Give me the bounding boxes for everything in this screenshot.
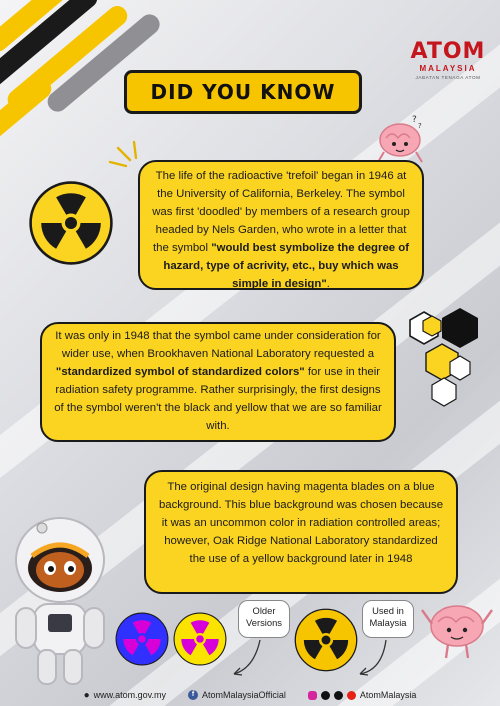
atom-malaysia-logo xyxy=(406,40,490,81)
facebook-icon: f xyxy=(188,690,198,700)
tiktok-icon xyxy=(334,691,343,700)
svg-text:?: ? xyxy=(412,115,417,125)
brain-mascot-icon xyxy=(420,592,494,662)
footer xyxy=(0,684,500,706)
used-in-malaysia-label: Used in Malaysia xyxy=(362,600,414,638)
older-versions-label: Older Versions xyxy=(238,600,290,638)
card1-quote: "would best symbolize the degree of hazard, type of acrivity, etc., buy which was simple in design" xyxy=(163,242,410,290)
website-link[interactable]: www.atom.gov.my xyxy=(93,690,166,700)
arrow-icon xyxy=(234,640,260,674)
radiation-trefoil-blue-icon xyxy=(115,612,169,666)
card2-text-end: for use in their radiation safety programme. Rather surprisingly, the first designs of the symbol weren't the black and yellow that we are so familiar with. xyxy=(54,366,382,432)
logo-sub: MALAYSIA xyxy=(419,64,477,73)
svg-text:?: ? xyxy=(418,122,422,130)
globe-icon: ● xyxy=(83,689,90,701)
deco-bar xyxy=(0,74,55,147)
radiation-trefoil-icon xyxy=(28,180,114,266)
info-card-origin xyxy=(138,160,424,290)
arrow-icon xyxy=(360,640,386,674)
social-handle[interactable]: AtomMalaysia xyxy=(359,690,417,700)
hexagon-icon xyxy=(423,316,441,336)
astronaut-icon xyxy=(4,508,116,688)
card2-quote: "standardized symbol of standardized colors" xyxy=(55,366,305,378)
arrow-connectors xyxy=(216,634,436,680)
facebook-handle[interactable]: AtomMalaysiaOfficial xyxy=(202,690,286,700)
hexagon-cluster xyxy=(402,306,492,416)
footer-social[interactable] xyxy=(308,690,417,700)
info-card-original-design: The original design having magenta blades on a blue background. This blue background was chosen because it was an uncommon color in radiation controlled areas; however, Oak Ridge National Laboratory standardized the use of a yellow background later in 1948 xyxy=(144,470,458,594)
footer-website[interactable] xyxy=(84,690,166,701)
page-title: DID YOU KNOW xyxy=(124,70,362,114)
hexagon-icon xyxy=(442,308,478,348)
instagram-icon xyxy=(308,691,317,700)
info-card-standardization xyxy=(40,322,396,442)
logo-tagline: JABATAN TENAGA ATOM xyxy=(415,75,481,80)
logo-main: ATOM xyxy=(410,39,486,64)
footer-facebook[interactable] xyxy=(188,690,286,700)
x-icon xyxy=(321,691,330,700)
brain-mascot-icon xyxy=(372,112,428,166)
card1-text: The life of the radioactive 'trefoil' began in 1946 at the University of California, Berkeley. The symbol was first 'doodled' by members of a research group headed by Nels Garden, who wrote in a letter that the symbol xyxy=(152,170,410,254)
hexagon-icon xyxy=(450,356,470,380)
youtube-icon xyxy=(347,691,356,700)
hexagon-icon xyxy=(432,378,456,406)
card1-text-end: . xyxy=(326,278,330,290)
card2-text: It was only in 1948 that the symbol came under consideration for wider use, when Brookhaven National Laboratory requested a xyxy=(55,330,381,360)
